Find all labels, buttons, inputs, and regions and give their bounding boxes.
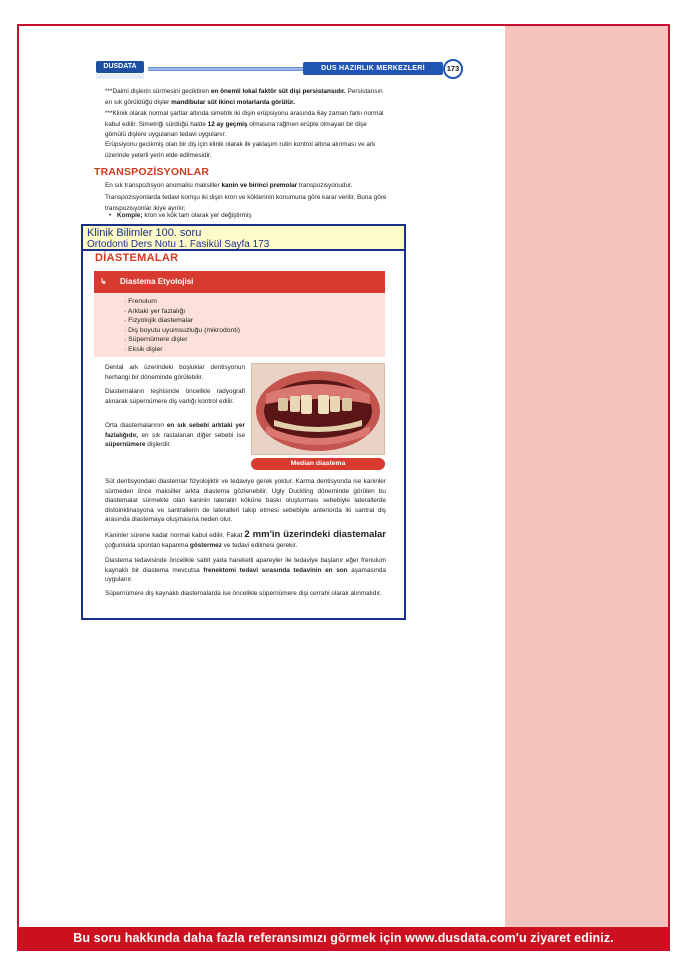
- list-item: · Süpernümere dişler: [124, 335, 240, 345]
- intro-paragraph-2: ***Klinik olarak normal şartlar altında simetrik iki dişin erüpsiyonu arasında 6ay zaman farkı normal kabul edilir. Simetriği sürdüğü halde 12 ay geçmiş olmasına rağmen erüpte olmayan bir dişe gömülü dişlere uygulanan tedavi uygulanır.: [105, 110, 384, 139]
- diastema-paragraph-5: Kaninler sürene kadar normal kabul edilir. Fakat 2 mm'in üzerindeki diastemalar çoğunlukla spontan kapanma göstermez ve tedavi edilmesi gerekir.: [105, 529, 386, 549]
- diastema-paragraph-7: Süpernümere diş kaynaklı diastemalarda ise öncelikle süpernümere dişi cerrahi olarak alınmalıdır.: [105, 590, 382, 597]
- diastema-heading: DİASTEMALAR: [95, 252, 179, 264]
- page-number: 173: [443, 59, 463, 79]
- etiology-list: [124, 297, 240, 354]
- logo-text: DUSDATA: [96, 61, 144, 73]
- reference-infobox: [81, 224, 406, 251]
- median-diastema-photo: [251, 363, 385, 455]
- intro-paragraph-1: ***Daimi dişlerin sürmesini geciktiren en önemli lokal faktör süt dişi persistansıdır. Persistansın en sık görüldüğü dişler mandibular süt ikinci molarlarda görülür.: [105, 88, 383, 106]
- list-item: · Fizyolojik diastemalar: [124, 316, 240, 326]
- transposition-heading: TRANSPOZİSYONLAR: [94, 166, 210, 178]
- side-panel: [505, 26, 668, 927]
- intro-paragraph-3: Erüpsiyonu gecikmiş olan bir diş için klinik olarak ilk yaklaşım rutin kontrol altına alınması ve ark üzerinde yeterli yerin elde edilmesidir.: [105, 141, 376, 159]
- diastema-col-paragraph-2: Diastemaların teşhisinde öncelikle radyografi alınarak süpernümere diş varlığı kontrol edilir.: [105, 388, 245, 405]
- header-rule: [148, 67, 303, 71]
- infobox-question: Klinik Bilimler 100. soru: [87, 227, 202, 239]
- list-item: · Arktaki yer fazlalığı: [124, 307, 240, 317]
- diastema-col-paragraph-1: Dental ark üzerindeki boşluklar dentisyonun herhangi bir döneminde görülebilir.: [105, 364, 245, 381]
- diastema-paragraph-4: Süt dentisyondaki diastemlar fizyolojiktir ve tedaviye gerek yoktur. Karma dentisyonda ise kaninler sürmeden önce maksiller arkta diastema gözlenebilir. Ugly Duckling döneminde görülen bu diastemalar sürmekte olan kaninin lateralin köküne baskı oluşturması sebebiyle laterallerde distoinklinasyona ve santrallerin de lateralleri takip etmesi sebebiyle anteriorda iki santral diş arasında diastemaya oluşmasına neden olur.: [105, 478, 386, 524]
- dusdata-logo: [96, 61, 146, 81]
- etiology-title: Diastema Etyolojisi: [120, 277, 194, 286]
- list-item: · Frenulum: [124, 297, 240, 307]
- transposition-paragraph-2: Transpozisyonlarda tedavi komşu iki dişin kron ve köklerinin konumuna göre karar verilir. Buna göre transpozisyonlar ikiye ayrılır;: [105, 194, 387, 212]
- footer-banner[interactable]: Bu soru hakkında daha fazla referansımızı görmek için www.dusdata.com'u ziyaret ediniz.: [19, 927, 668, 949]
- list-item: · Eksik dişler: [124, 345, 240, 355]
- diastema-col-paragraph-3: Orta diastemalarının en sık sebebi arktaki yer fazlalığıdır, en sık rastalanan diğer sebebi ise süpernümere dişlerdir.: [105, 422, 245, 448]
- arrow-icon: ↳: [100, 277, 107, 286]
- photo-caption: Median diastema: [251, 458, 385, 470]
- diastema-paragraph-6: Diastema tedavisinde öncelikle sabit yada hareketli apareyler ile tedaviye başlanır eğer frenulum kaynaklı bir diastema mevcutsa frenektomi tedavi sırasında tedavinin en son aşamasında uygulanır.: [105, 557, 387, 584]
- etiology-list-box: [94, 293, 385, 357]
- transposition-paragraph-1: En sık transpozisyon anomalisi maksiller kanin ve birinci premolar transpozisyonudur.: [105, 182, 353, 189]
- section-title: DUS HAZIRLIK MERKEZLERİ: [303, 62, 443, 75]
- transposition-bullet: • Komple; kron ve kök tam olarak yer değiştirmiş: [117, 212, 252, 219]
- list-item: · Diş boyutu uyumsuzluğu (mikrodonti): [124, 326, 240, 336]
- infobox-source: Ortodonti Ders Notu 1. Fasikül Sayfa 173: [87, 239, 270, 250]
- etiology-header: [94, 271, 385, 293]
